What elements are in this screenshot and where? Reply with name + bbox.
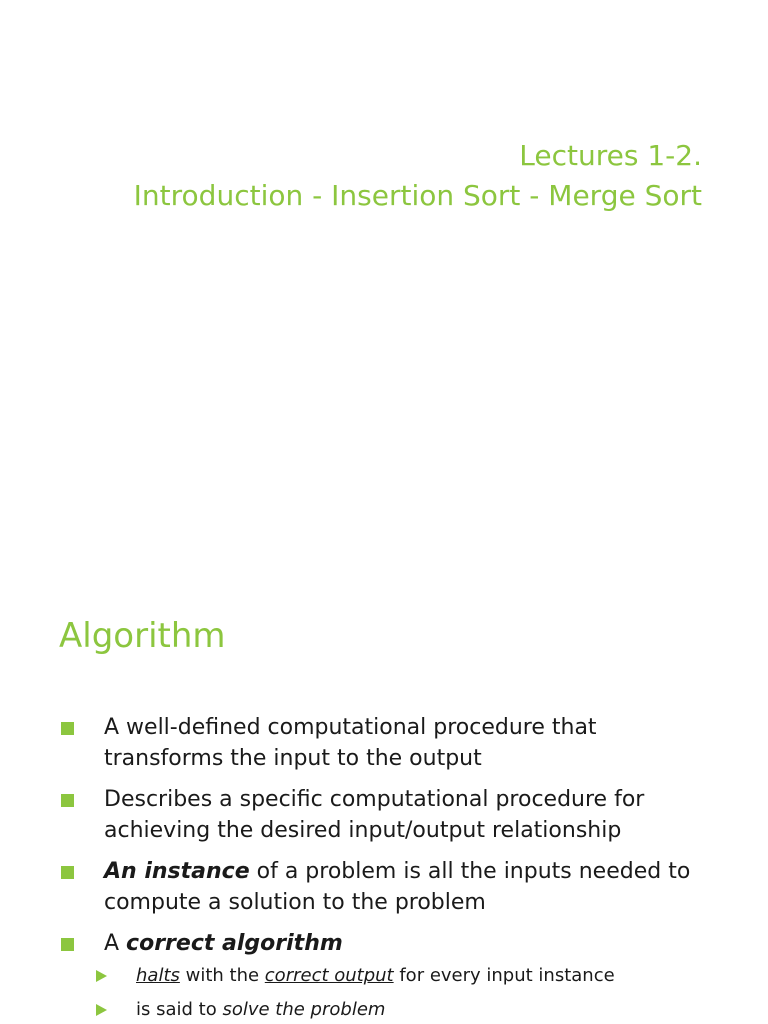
bullet-text-lead: A — [104, 931, 127, 956]
algorithm-slide — [0, 580, 768, 1024]
bullet-correct-algorithm — [60, 928, 720, 1022]
square-bullet-icon — [61, 722, 74, 735]
sub-bullet-text: for every input instance — [393, 965, 615, 986]
bullet-definition — [60, 712, 720, 774]
title-line-topics: Introduction - Insertion Sort - Merge Sort — [133, 179, 702, 212]
bullet-text: Describes a specific computational procedure for achieving the desired input/output relationship — [104, 787, 645, 843]
sub-bullet-word-correct-output: correct output — [264, 965, 394, 986]
sub-bullet-text: with the — [179, 965, 265, 986]
slide-heading: Algorithm — [59, 616, 226, 656]
sub-bullet-word-solve: solve the problem — [222, 999, 386, 1020]
bullet-text-rest: of a problem is all the inputs needed to compute a solution to the problem — [104, 859, 691, 915]
triangle-bullet-icon — [96, 970, 107, 982]
bullet-text: A well-defined computational procedure that transforms the input to the output — [104, 715, 597, 771]
bullet-text — [104, 928, 720, 959]
square-bullet-icon — [61, 938, 74, 951]
bullet-description — [60, 784, 720, 846]
emphasis-term: An instance — [104, 859, 250, 884]
sub-bullet-word-halts: halts — [136, 965, 180, 986]
bullet-list — [60, 712, 720, 1024]
square-bullet-icon — [61, 866, 74, 879]
title-line-lectures: Lectures 1-2. — [519, 139, 702, 172]
bullet-instance — [60, 856, 720, 918]
bullet-text — [104, 856, 720, 918]
sub-bullet-list — [96, 964, 720, 1022]
sub-bullet-halts — [96, 964, 720, 988]
title-block — [134, 136, 702, 216]
sub-bullet-solves — [96, 998, 720, 1022]
square-bullet-icon — [61, 794, 74, 807]
sub-bullet-text: is said to — [136, 999, 223, 1020]
triangle-bullet-icon — [96, 1004, 107, 1016]
emphasis-term: correct algorithm — [126, 931, 343, 956]
